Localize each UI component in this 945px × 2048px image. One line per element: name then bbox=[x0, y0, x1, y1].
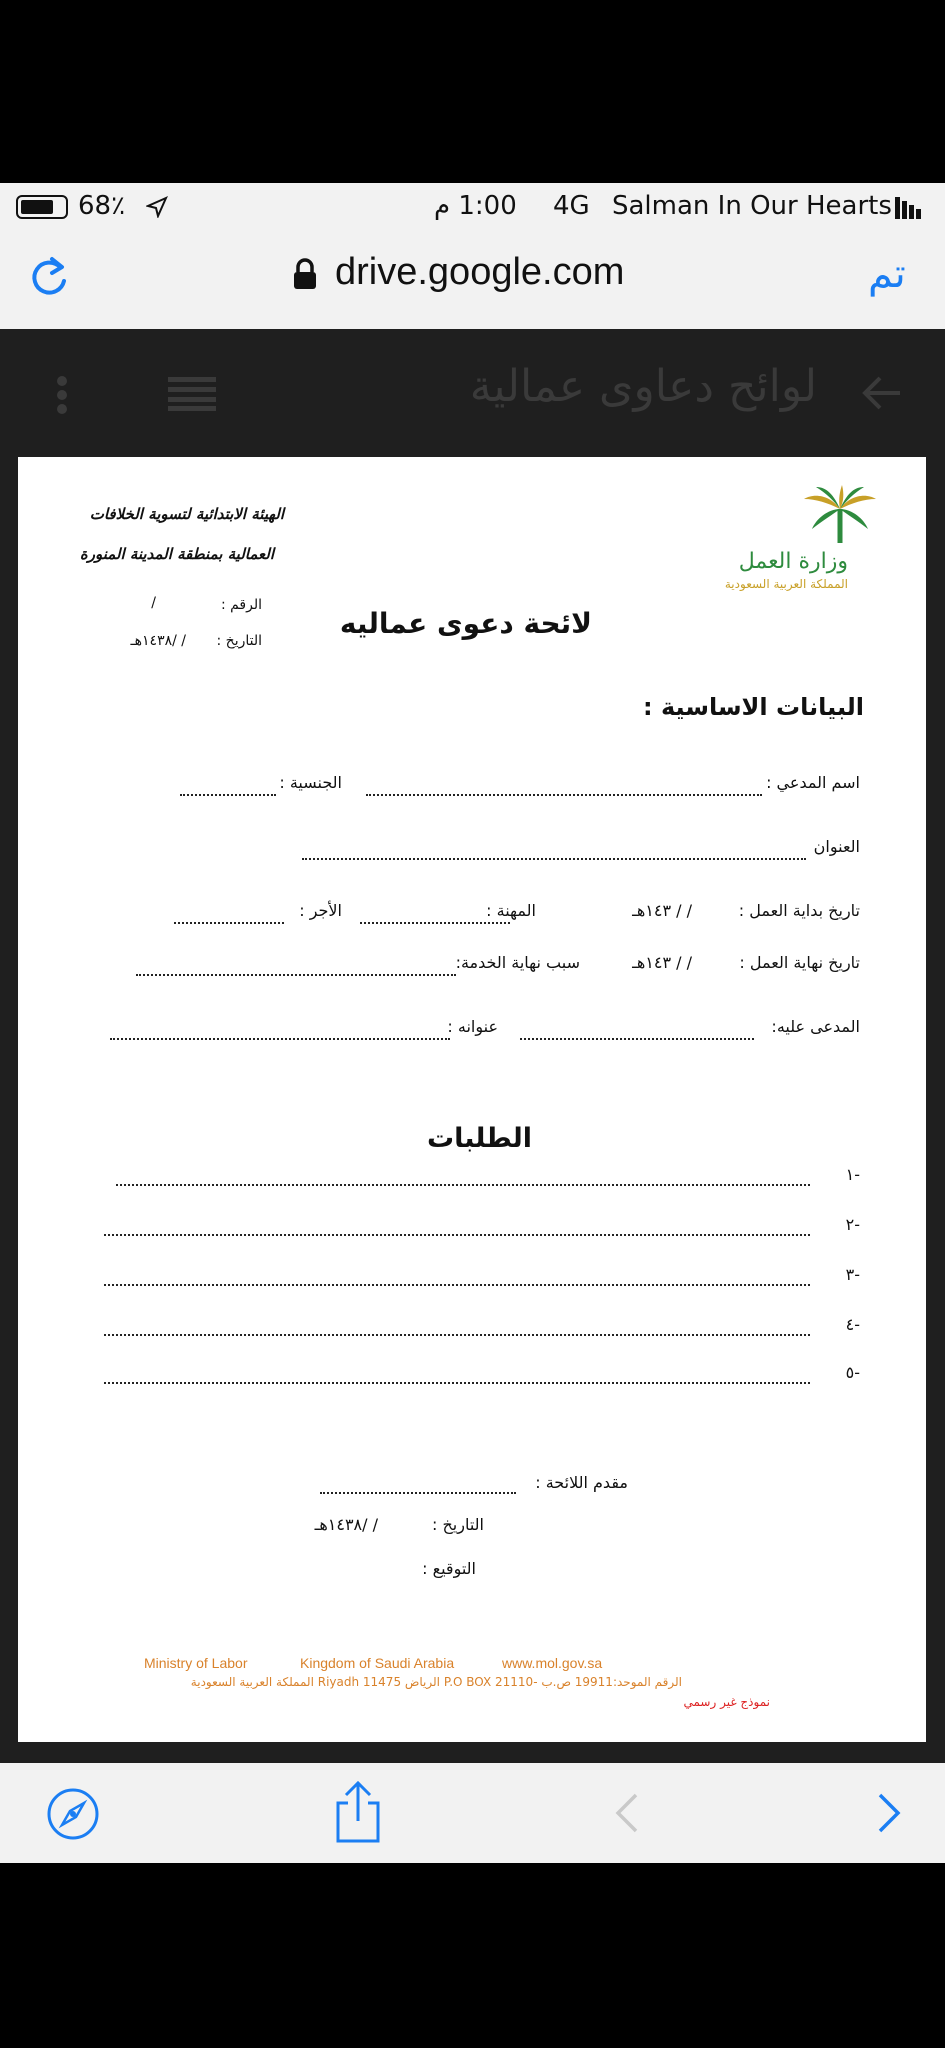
list-view-icon[interactable] bbox=[168, 375, 216, 411]
signal-icon bbox=[895, 197, 923, 219]
compass-icon[interactable] bbox=[46, 1787, 100, 1841]
drive-header bbox=[0, 329, 945, 457]
unofficial-note: نموذج غير رسمي bbox=[683, 1695, 770, 1709]
kingdom-name: المملكة العربية السعودية bbox=[724, 577, 848, 591]
signature-label: التوقيع : bbox=[422, 1559, 476, 1578]
carrier-name: Salman In Our Hearts bbox=[612, 191, 892, 221]
clock: 1:00 م bbox=[434, 191, 517, 221]
plaintiff-name-field[interactable] bbox=[366, 793, 762, 796]
submitter-label: مقدم اللائحة : bbox=[535, 1473, 628, 1492]
request-4-field[interactable] bbox=[104, 1333, 810, 1336]
plaintiff-name-label: اسم المدعي : bbox=[766, 773, 860, 792]
lock-icon bbox=[292, 258, 318, 290]
status-bar bbox=[0, 183, 945, 233]
footer-ministry: Ministry of Labor bbox=[144, 1655, 248, 1671]
page-title: لائحة دعوى عماليه bbox=[339, 607, 592, 640]
top-black-area bbox=[0, 0, 945, 183]
number-label: الرقم : bbox=[220, 597, 262, 613]
forward-nav-icon[interactable] bbox=[876, 1791, 902, 1835]
ministry-name: وزارة العمل bbox=[738, 549, 848, 574]
address-field[interactable] bbox=[302, 857, 806, 860]
location-arrow-icon bbox=[146, 196, 168, 218]
back-nav-icon[interactable] bbox=[614, 1791, 640, 1835]
footer-website[interactable]: www.mol.gov.sa bbox=[502, 1655, 603, 1671]
defendant-address-field[interactable] bbox=[110, 1037, 450, 1040]
nationality-field[interactable] bbox=[180, 793, 276, 796]
battery-icon bbox=[16, 195, 68, 219]
profession-label: المهنة : bbox=[486, 901, 536, 920]
back-arrow-icon[interactable] bbox=[862, 373, 902, 413]
defendant-address-label: عنوانه : bbox=[447, 1017, 498, 1036]
basic-data-heading: البيانات الاساسية : bbox=[643, 693, 864, 721]
request-5-number: -٥ bbox=[845, 1363, 860, 1382]
reload-icon[interactable] bbox=[30, 255, 70, 299]
nationality-label: الجنسية : bbox=[279, 773, 342, 792]
authority-line-1: الهيئة الابتدائية لتسوية الخلافات bbox=[89, 505, 284, 523]
date-value: / /١٤٣٨هـ bbox=[130, 633, 186, 649]
footer-date-value: / /١٤٣٨هـ bbox=[314, 1515, 378, 1534]
address-label: العنوان bbox=[813, 837, 860, 856]
drive-file-title: لوائح دعاوى عمالية bbox=[469, 361, 817, 412]
number-separator: / bbox=[151, 595, 156, 611]
url-text[interactable]: drive.google.com bbox=[335, 251, 625, 293]
battery-percent: 68٪ bbox=[78, 191, 126, 221]
request-1-number: -١ bbox=[845, 1165, 860, 1184]
request-5-field[interactable] bbox=[104, 1381, 810, 1384]
request-2-number: -٢ bbox=[845, 1215, 860, 1234]
footer-address: الرقم الموحد:19911 ص.ب -P.O BOX 21110 الرياض Riyadh 11475 المملكة العربية السعودية bbox=[190, 1675, 682, 1689]
requests-heading: الطلبات bbox=[426, 1123, 532, 1154]
submitter-field[interactable] bbox=[320, 1491, 516, 1494]
bottom-toolbar bbox=[0, 1763, 945, 1863]
date-label: التاريخ : bbox=[216, 633, 262, 649]
bottom-black-area bbox=[0, 1863, 945, 2048]
request-2-field[interactable] bbox=[104, 1233, 810, 1236]
done-button[interactable]: تم bbox=[868, 251, 906, 297]
salary-field[interactable] bbox=[174, 921, 284, 924]
request-4-number: -٤ bbox=[845, 1315, 860, 1334]
more-options-icon[interactable] bbox=[56, 375, 68, 415]
request-3-field[interactable] bbox=[104, 1283, 810, 1286]
salary-label: الأجر : bbox=[299, 901, 342, 920]
profession-field[interactable] bbox=[360, 921, 510, 924]
end-date-value: / / ١٤٣هـ bbox=[632, 953, 692, 972]
end-date-label: تاريخ نهاية العمل : bbox=[739, 953, 860, 972]
ministry-palm-logo bbox=[802, 485, 878, 545]
defendant-field[interactable] bbox=[520, 1037, 754, 1040]
end-reason-label: سبب نهاية الخدمة: bbox=[455, 953, 580, 972]
start-date-label: تاريخ بداية العمل : bbox=[738, 901, 860, 920]
authority-line-2: العمالية بمنطقة المدينة المنورة bbox=[79, 545, 274, 563]
request-1-field[interactable] bbox=[116, 1183, 810, 1186]
end-reason-field[interactable] bbox=[136, 973, 456, 976]
start-date-value: / / ١٤٣هـ bbox=[632, 901, 692, 920]
defendant-label: المدعى عليه: bbox=[771, 1017, 860, 1036]
url-bar bbox=[0, 233, 945, 329]
footer-date-label: التاريخ : bbox=[431, 1515, 484, 1534]
footer-kingdom: Kingdom of Saudi Arabia bbox=[300, 1655, 455, 1671]
document-page bbox=[18, 457, 926, 1742]
network-type: 4G bbox=[553, 191, 590, 221]
share-icon[interactable] bbox=[334, 1779, 382, 1843]
request-3-number: -٣ bbox=[845, 1265, 860, 1284]
